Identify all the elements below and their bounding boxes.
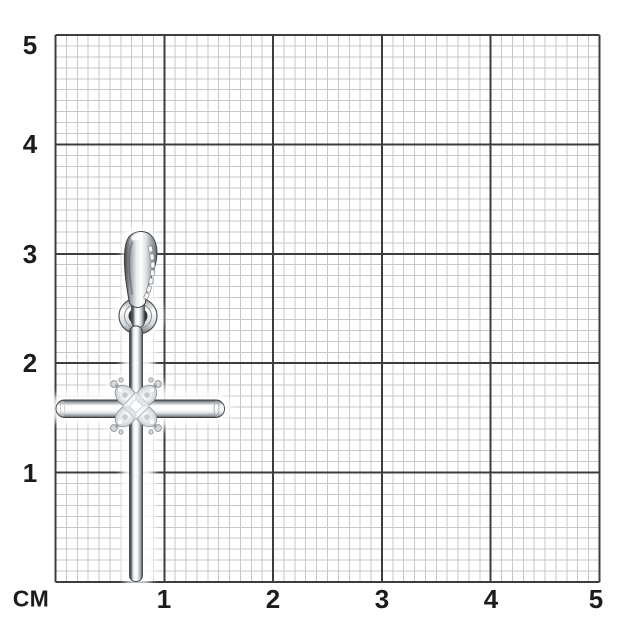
y-axis-label-1: 1 (22, 458, 38, 488)
x-axis-label-4: 4 (483, 584, 499, 614)
x-axis-label-5: 5 (588, 584, 604, 614)
x-axis-label-2: 2 (265, 584, 281, 614)
y-axis-label-5: 5 (22, 30, 38, 60)
y-axis-label-3: 3 (22, 239, 38, 269)
y-axis-label-2: 2 (22, 348, 38, 378)
y-axis-label-4: 4 (22, 129, 38, 159)
x-axis-label-3: 3 (374, 584, 390, 614)
x-axis-label-1: 1 (156, 584, 172, 614)
pendant-vertical-bar (130, 326, 143, 582)
unit-label-cm: СМ (12, 585, 50, 612)
